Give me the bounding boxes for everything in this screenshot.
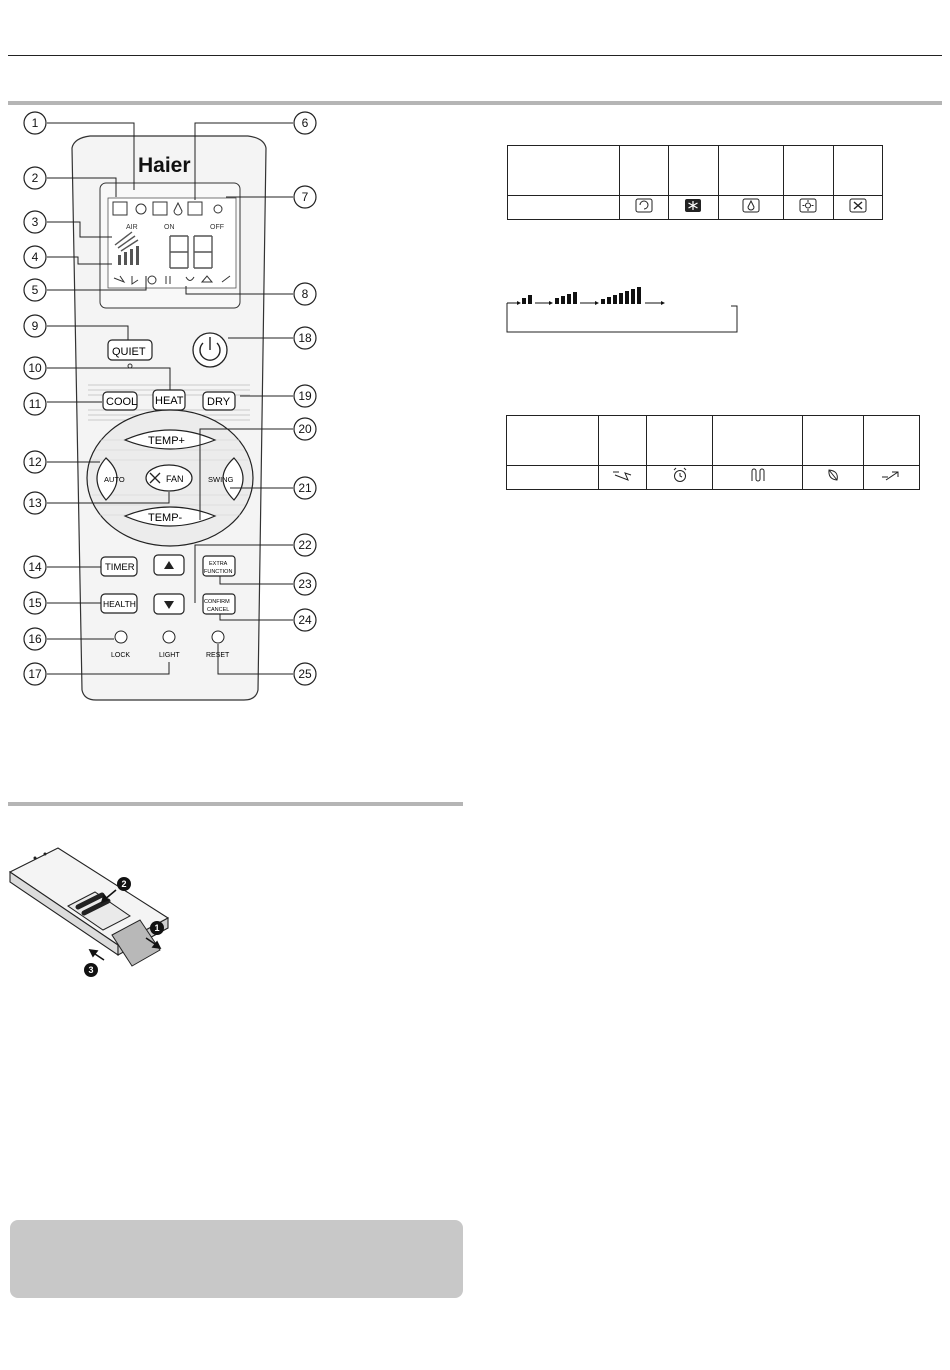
swing-label: SWING xyxy=(208,475,234,484)
callout-11: 11 xyxy=(28,397,42,411)
fan-label: FAN xyxy=(166,474,184,484)
auto-label: AUTO xyxy=(104,475,125,484)
callout-25: 25 xyxy=(298,667,312,681)
callout-12: 12 xyxy=(28,455,42,469)
battery-step-1: 1 xyxy=(154,923,160,933)
lcd-air-label: AIR xyxy=(126,224,138,231)
fan-cycle-loop xyxy=(507,303,737,332)
reset-button[interactable] xyxy=(212,631,224,643)
dry-label: DRY xyxy=(207,396,231,408)
heat-label: HEAT xyxy=(155,395,184,407)
callout-19: 19 xyxy=(298,389,312,403)
section-rule-top xyxy=(8,101,942,105)
timer-clock-icon xyxy=(647,466,713,490)
note-box xyxy=(10,1220,463,1298)
timer-label: TIMER xyxy=(105,562,135,573)
function-table-header-cell xyxy=(507,416,599,466)
mode-table-header-cell xyxy=(508,146,620,196)
dry-mode-icon xyxy=(718,196,784,220)
fan-mode-icon xyxy=(833,196,882,220)
lcd-on-label: ON xyxy=(164,224,175,231)
callout-10: 10 xyxy=(28,361,42,375)
function-table xyxy=(506,415,920,490)
callout-23: 23 xyxy=(298,577,312,591)
sleep-icon xyxy=(598,466,647,490)
mode-table xyxy=(507,145,883,220)
reset-label: RESET xyxy=(206,652,230,659)
fan-speed-sequence xyxy=(505,285,745,335)
temp-plus-label: TEMP+ xyxy=(148,435,185,447)
extra-function-label-2: FUNCTION xyxy=(204,569,233,575)
quiet-label: QUIET xyxy=(112,346,146,358)
temp-minus-label: TEMP- xyxy=(148,512,183,524)
auto-mode-icon xyxy=(619,196,668,220)
light-button[interactable] xyxy=(163,631,175,643)
health-leaf-icon xyxy=(803,466,863,490)
callout-9: 9 xyxy=(31,319,39,333)
callout-22: 22 xyxy=(298,538,312,552)
callout-13: 13 xyxy=(28,496,42,510)
callout-17: 17 xyxy=(28,667,42,681)
callout-16: 16 xyxy=(28,632,42,646)
callout-14: 14 xyxy=(28,560,42,574)
callout-7: 7 xyxy=(301,190,309,204)
extra-function-label-1: EXTRA xyxy=(209,561,228,567)
cool-label: COOL xyxy=(106,396,138,408)
remote-control-diagram xyxy=(0,108,470,708)
callout-1: 1 xyxy=(31,116,39,130)
battery-diagram xyxy=(0,840,200,990)
health-label: HEALTH xyxy=(103,599,136,609)
callout-15: 15 xyxy=(28,596,42,610)
callout-4: 4 xyxy=(31,250,39,264)
battery-step-3: 3 xyxy=(88,965,94,975)
confirm-cancel-label-2: CANCEL xyxy=(207,607,230,613)
callout-3: 3 xyxy=(31,215,39,229)
heat-mode-icon xyxy=(784,196,833,220)
electric-heat-icon xyxy=(713,466,803,490)
callout-21: 21 xyxy=(298,481,312,495)
callout-18: 18 xyxy=(298,331,312,345)
cool-mode-icon xyxy=(669,196,718,220)
lock-label: LOCK xyxy=(111,652,131,659)
callout-20: 20 xyxy=(298,422,312,436)
header-rule xyxy=(8,55,942,56)
battery-step-2: 2 xyxy=(121,879,127,889)
callout-6: 6 xyxy=(301,116,309,130)
brand-logo: Haier xyxy=(138,154,191,177)
section-rule-battery xyxy=(8,802,463,806)
callout-24: 24 xyxy=(298,613,312,627)
lcd-off-label: OFF xyxy=(210,224,224,231)
callout-8: 8 xyxy=(301,287,309,301)
confirm-cancel-label-1: CONFIRM xyxy=(204,599,230,605)
light-label: LIGHT xyxy=(159,652,180,659)
callout-2: 2 xyxy=(31,171,39,185)
callout-5: 5 xyxy=(31,283,39,297)
lock-button[interactable] xyxy=(115,631,127,643)
turbo-icon xyxy=(863,466,920,490)
